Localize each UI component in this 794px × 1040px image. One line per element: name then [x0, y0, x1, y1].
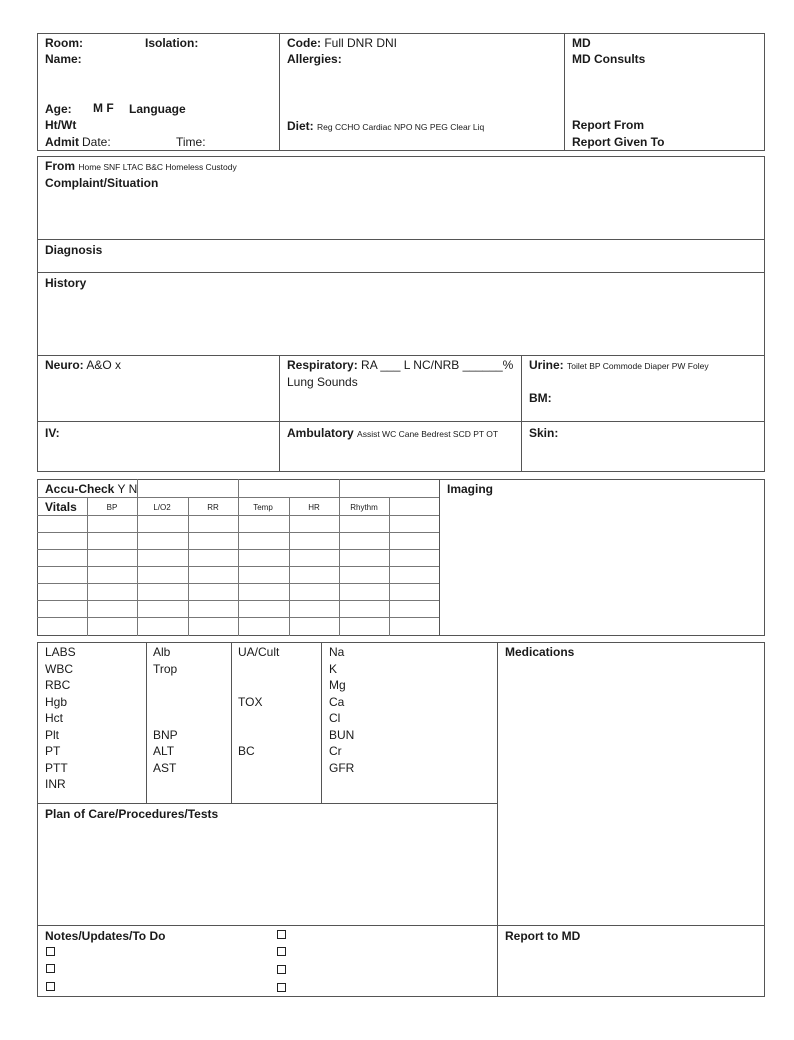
divider: [439, 479, 440, 636]
divider: [37, 355, 765, 356]
accu-check-field: [45, 482, 137, 496]
md-label: MD: [572, 36, 591, 50]
urine-options: Toilet BP Commode Diaper PW Foley: [567, 361, 709, 371]
room-label: Room:: [45, 36, 83, 50]
vitals-label: Vitals: [45, 500, 77, 514]
report-given-to-label: Report Given To: [572, 135, 665, 149]
height-weight-label: Ht/Wt: [45, 118, 77, 132]
divider: [37, 421, 765, 422]
lung-sounds-label: Lung Sounds: [287, 375, 358, 389]
code-options: Full DNR DNI: [324, 36, 398, 50]
divider: [231, 642, 232, 804]
vitals-column-header: L/O2: [153, 503, 171, 512]
diet-options: Reg CCHO Cardiac NPO NG PEG Clear Liq: [317, 122, 485, 132]
divider: [521, 355, 522, 472]
diet: [287, 119, 484, 133]
history-label: History: [45, 276, 87, 290]
labs-column-2: Alb Trop BNP ALT AST: [153, 645, 178, 775]
labs-column-1: LABS WBC RBC Hgb Hct Plt PT PTT INR: [45, 645, 76, 791]
allergies-label: Allergies:: [287, 52, 342, 66]
divider: [279, 355, 280, 472]
divider: [37, 272, 765, 273]
respiratory-label: Respiratory:: [287, 358, 358, 372]
code-status: [287, 36, 397, 50]
respiratory-field: [287, 358, 513, 372]
situation-assessment-section: [37, 156, 765, 472]
vitals-column-header: RR: [207, 503, 219, 512]
respiratory-value: RA ___ L NC/NRB ______%: [361, 358, 514, 372]
report-to-md-label: Report to MD: [505, 929, 581, 943]
diet-label: Diet:: [287, 119, 314, 133]
todo-checkbox[interactable]: [46, 964, 55, 973]
vitals-column-header: Temp: [253, 503, 273, 512]
age-label: Age:: [45, 102, 72, 116]
imaging-label: Imaging: [447, 482, 494, 496]
vitals-grid-line: [289, 497, 290, 636]
code-label: Code:: [287, 36, 321, 50]
notes-label: Notes/Updates/To Do: [45, 929, 166, 943]
divider: [37, 239, 765, 240]
divider: [564, 33, 565, 151]
sex-options: M F: [93, 101, 114, 115]
md-consults-label: MD Consults: [572, 52, 646, 66]
from-field: [45, 159, 237, 173]
vitals-column-header: BP: [106, 503, 118, 512]
from-options: Home SNF LTAC B&C Homeless Custody: [78, 162, 237, 172]
plan-of-care-label: Plan of Care/Procedures/Tests: [45, 807, 219, 821]
todo-checkbox[interactable]: [277, 930, 286, 939]
name-label: Name:: [45, 52, 82, 66]
todo-checkbox[interactable]: [46, 947, 55, 956]
isolation-label: Isolation:: [145, 36, 199, 50]
admit-label: Admit: [45, 135, 79, 149]
labs-column-4: Na K Mg Ca Cl BUN Cr GFR: [329, 645, 355, 775]
vitals-grid-line: [188, 497, 189, 636]
labs-column-3: UA/Cult TOX BC: [238, 645, 280, 758]
language-label: Language: [129, 102, 186, 116]
divider: [37, 803, 497, 804]
neuro-field: [45, 358, 121, 372]
urine-label: Urine:: [529, 358, 564, 372]
divider: [146, 642, 147, 804]
todo-checkbox[interactable]: [46, 982, 55, 991]
bm-label: BM:: [529, 391, 552, 405]
todo-checkbox[interactable]: [277, 965, 286, 974]
skin-label: Skin:: [529, 426, 559, 440]
todo-checkbox[interactable]: [277, 947, 286, 956]
complaint-label: Complaint/Situation: [45, 176, 159, 190]
accu-check-label: Accu-Check: [45, 482, 115, 496]
neuro-label: Neuro:: [45, 358, 84, 372]
ambulatory-options: Assist WC Cane Bedrest SCD PT OT: [357, 429, 499, 439]
urine-field: [529, 358, 709, 372]
report-from-label: Report From: [572, 118, 644, 132]
divider: [279, 33, 280, 151]
divider: [497, 642, 498, 997]
divider: [321, 642, 322, 804]
vitals-column-header: Rhythm: [350, 503, 378, 512]
ambulatory-label: Ambulatory: [287, 426, 354, 440]
vitals-grid-line: [389, 497, 390, 636]
diagnosis-label: Diagnosis: [45, 243, 103, 257]
todo-checkbox[interactable]: [277, 983, 286, 992]
admit-time-label: Time:: [176, 135, 206, 149]
admit-date-label: Date:: [82, 135, 111, 149]
accu-check-options: Y N: [117, 482, 138, 496]
from-label: From: [45, 159, 75, 173]
vitals-column-header: HR: [308, 503, 320, 512]
iv-label: IV:: [45, 426, 60, 440]
divider: [37, 925, 765, 926]
medications-label: Medications: [505, 645, 575, 659]
neuro-value: A&O x: [86, 358, 122, 372]
vitals-grid-line: [87, 497, 88, 636]
ambulatory-field: [287, 426, 498, 440]
